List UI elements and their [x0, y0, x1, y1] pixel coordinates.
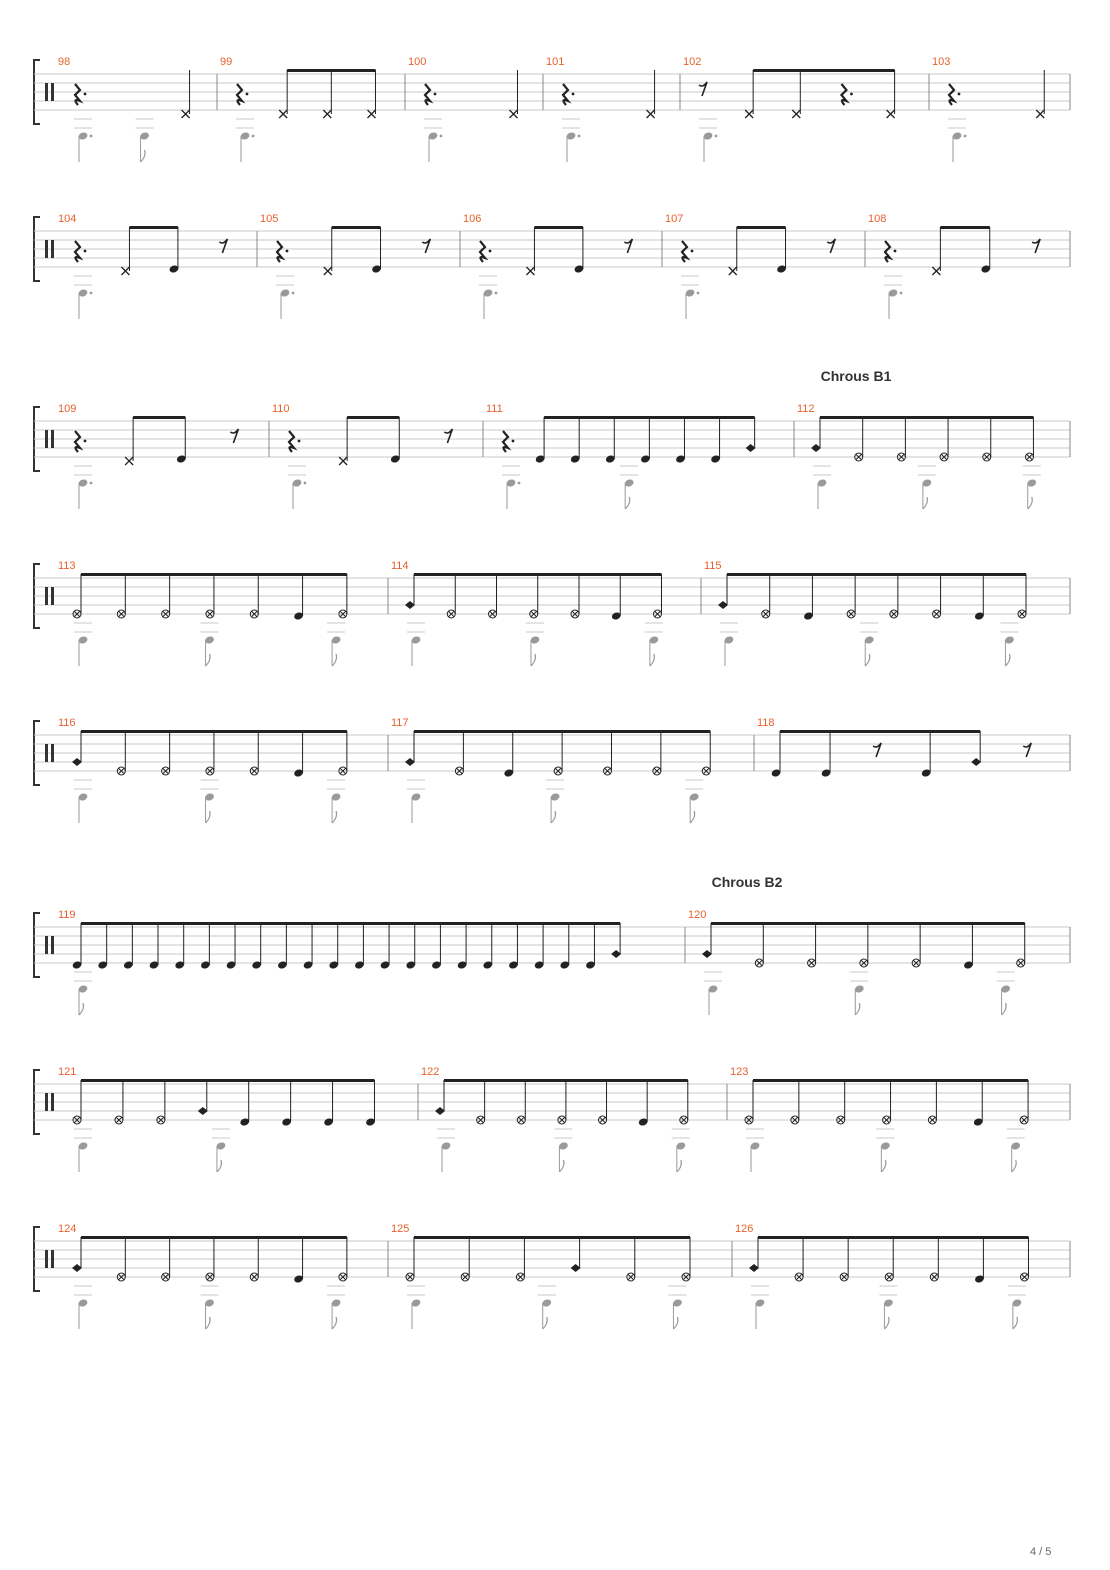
measure	[929, 56, 1070, 162]
measure-number: 109	[58, 403, 77, 415]
measure-number: 107	[665, 213, 684, 225]
measure	[662, 213, 835, 319]
beam	[534, 226, 582, 229]
percussion-clef-bar	[45, 83, 48, 101]
note-flag	[141, 150, 146, 162]
dot	[246, 93, 249, 96]
staff-system	[34, 1066, 1070, 1172]
dot	[292, 292, 295, 295]
quarter-rest	[277, 241, 282, 262]
beam	[81, 730, 347, 733]
quarter-rest	[75, 431, 80, 452]
percussion-clef-bar	[51, 1250, 54, 1268]
note-flag	[865, 654, 870, 666]
quarter-rest	[841, 84, 846, 105]
staff-system	[34, 213, 1070, 319]
percussion-clef-bar	[45, 1250, 48, 1268]
dot	[578, 135, 581, 138]
beam	[727, 573, 1026, 576]
measure-number: 99	[220, 56, 233, 68]
measure-number: 100	[408, 56, 427, 68]
beam	[544, 416, 755, 419]
note-flag	[206, 1317, 211, 1329]
hihat-note	[647, 110, 655, 118]
quarter-rest	[480, 241, 485, 262]
dot	[512, 440, 515, 443]
beam	[780, 730, 980, 733]
note-flag	[332, 654, 337, 666]
measure-number: 103	[932, 56, 951, 68]
dot	[252, 135, 255, 138]
hihat-note	[1036, 110, 1044, 118]
dot	[84, 250, 87, 253]
beam	[711, 922, 1025, 925]
measure-number: 108	[868, 213, 887, 225]
quarter-rest	[289, 431, 294, 452]
percussion-clef-bar	[51, 240, 54, 258]
eighth-rest	[444, 429, 452, 443]
hihat-note	[887, 110, 895, 118]
note-flag	[1002, 1003, 1007, 1015]
beam	[753, 1079, 1028, 1082]
dot	[489, 250, 492, 253]
measure	[732, 1223, 1070, 1329]
hihat-note	[932, 267, 940, 275]
staff-system	[34, 874, 1070, 1015]
measure-number: 106	[463, 213, 482, 225]
hihat-note	[121, 267, 129, 275]
note-flag	[332, 811, 337, 823]
beam	[287, 69, 375, 72]
percussion-clef-bar	[45, 936, 48, 954]
percussion-clef-bar	[51, 587, 54, 605]
quarter-rest	[949, 84, 954, 105]
beam	[753, 69, 894, 72]
note-flag	[884, 1317, 889, 1329]
beam	[820, 416, 1033, 419]
measure-number: 101	[546, 56, 565, 68]
measure	[388, 717, 710, 823]
note-flag	[625, 497, 630, 509]
eighth-rest	[1023, 743, 1031, 757]
measure-number: 110	[272, 403, 290, 415]
measure-number: 119	[58, 909, 76, 921]
hihat-note	[526, 267, 534, 275]
quarter-rest	[503, 431, 508, 452]
eighth-rest	[219, 239, 227, 253]
dot	[900, 292, 903, 295]
measure-number: 105	[260, 213, 279, 225]
note-flag	[677, 1160, 682, 1172]
percussion-clef-bar	[45, 430, 48, 448]
hihat-note	[339, 457, 347, 465]
quarter-rest	[682, 241, 687, 262]
measure	[405, 56, 517, 162]
quarter-rest	[563, 84, 568, 105]
measure-number: 102	[683, 56, 702, 68]
beam	[414, 1236, 690, 1239]
measure-number: 122	[421, 1066, 440, 1078]
hihat-note	[729, 267, 737, 275]
beam	[414, 730, 710, 733]
measure	[58, 403, 238, 509]
measure-number: 104	[58, 213, 77, 225]
hihat-note	[745, 110, 753, 118]
beam	[81, 1079, 374, 1082]
measure-number: 112	[797, 403, 815, 415]
eighth-rest	[699, 82, 707, 96]
hihat-note	[323, 110, 331, 118]
note-flag	[673, 1317, 678, 1329]
note-flag	[206, 654, 211, 666]
dot	[84, 440, 87, 443]
eighth-rest	[873, 743, 881, 757]
measure	[58, 909, 621, 1015]
note-flag	[559, 1160, 564, 1172]
hihat-note	[125, 457, 133, 465]
dot	[286, 250, 289, 253]
beam	[940, 226, 989, 229]
measure-number: 116	[58, 717, 76, 729]
eighth-rest	[422, 239, 430, 253]
beam	[347, 416, 399, 419]
measure	[58, 717, 347, 823]
measure-number: 98	[58, 56, 71, 68]
note-flag	[551, 811, 556, 823]
dot	[958, 93, 961, 96]
beam	[414, 573, 661, 576]
quarter-rest	[237, 84, 242, 105]
measure	[257, 213, 430, 319]
hihat-note	[509, 110, 517, 118]
note-flag	[79, 1003, 84, 1015]
percussion-clef-bar	[45, 587, 48, 605]
hihat-note	[279, 110, 287, 118]
eighth-rest	[624, 239, 632, 253]
measure	[58, 56, 190, 162]
measure-number: 118	[757, 717, 775, 729]
measure	[217, 56, 375, 162]
note-flag	[543, 1317, 548, 1329]
measure	[388, 560, 663, 666]
note-flag	[206, 811, 211, 823]
staff-system	[34, 717, 1070, 823]
measure-number: 120	[688, 909, 707, 921]
measure	[388, 1223, 690, 1329]
measure	[543, 56, 655, 162]
note-flag	[217, 1160, 222, 1172]
measure-number: 123	[730, 1066, 749, 1078]
eighth-rest	[230, 429, 238, 443]
dot	[90, 292, 93, 295]
quarter-rest	[75, 84, 80, 105]
percussion-clef-bar	[45, 1093, 48, 1111]
measure-number: 111	[486, 403, 503, 415]
hihat-note	[367, 110, 375, 118]
quarter-rest	[75, 241, 80, 262]
percussion-clef-bar	[45, 240, 48, 258]
percussion-clef-bar	[51, 744, 54, 762]
measure	[269, 403, 452, 509]
staff-system	[34, 56, 1070, 162]
dot	[894, 250, 897, 253]
measure	[460, 213, 632, 319]
note-flag	[1012, 1160, 1017, 1172]
dot	[697, 292, 700, 295]
beam	[81, 922, 620, 925]
section-label: Chrous B1	[820, 368, 892, 384]
dot	[434, 93, 437, 96]
dot	[495, 292, 498, 295]
beam	[129, 226, 177, 229]
dot	[850, 93, 853, 96]
percussion-clef-bar	[51, 1093, 54, 1111]
measure	[680, 56, 895, 162]
measure	[58, 1223, 347, 1329]
dot	[298, 440, 301, 443]
quarter-rest	[885, 241, 890, 262]
measure	[58, 560, 347, 666]
page-number: 4 / 5	[1030, 1546, 1052, 1558]
hihat-note	[792, 110, 800, 118]
measure	[685, 909, 1070, 1015]
dot	[691, 250, 694, 253]
beam	[133, 416, 185, 419]
dot	[440, 135, 443, 138]
dot	[90, 482, 93, 485]
beam	[81, 1236, 347, 1239]
note-flag	[650, 654, 655, 666]
measure-number: 114	[391, 560, 409, 572]
beam	[81, 573, 347, 576]
quarter-rest	[425, 84, 430, 105]
eighth-rest	[1032, 239, 1040, 253]
note-flag	[881, 1160, 886, 1172]
beam	[332, 226, 381, 229]
percussion-clef-bar	[51, 83, 54, 101]
measure	[727, 1066, 1070, 1172]
measure-number: 126	[735, 1223, 754, 1235]
measure	[58, 213, 227, 319]
measure-number: 117	[391, 717, 409, 729]
measure	[701, 560, 1070, 666]
measure-number: 115	[704, 560, 722, 572]
dot	[518, 482, 521, 485]
dot	[84, 93, 87, 96]
measure	[754, 717, 1070, 778]
hihat-note	[182, 110, 190, 118]
staff-system	[34, 1223, 1070, 1329]
staff-system	[34, 560, 1070, 666]
measure	[418, 1066, 690, 1172]
measure	[794, 403, 1070, 509]
beam	[758, 1236, 1028, 1239]
hihat-note	[324, 267, 332, 275]
dot	[90, 135, 93, 138]
note-flag	[690, 811, 695, 823]
measure-number: 121	[58, 1066, 77, 1078]
percussion-clef-bar	[45, 744, 48, 762]
note-flag	[855, 1003, 860, 1015]
note-flag	[1013, 1317, 1018, 1329]
eighth-rest	[827, 239, 835, 253]
section-label: Chrous B2	[711, 874, 783, 890]
measure-number: 125	[391, 1223, 410, 1235]
measure-number: 113	[58, 560, 76, 572]
note-flag	[332, 1317, 337, 1329]
percussion-clef-bar	[51, 430, 54, 448]
note-flag	[1028, 497, 1033, 509]
dot	[572, 93, 575, 96]
measure	[483, 403, 756, 509]
beam	[737, 226, 786, 229]
dot	[715, 135, 718, 138]
measure	[865, 213, 1070, 319]
measure	[58, 1066, 376, 1172]
measure-number: 124	[58, 1223, 77, 1235]
note-flag	[531, 654, 536, 666]
beam	[444, 1079, 688, 1082]
staff-system	[34, 368, 1070, 509]
dot	[304, 482, 307, 485]
note-flag	[923, 497, 928, 509]
note-flag	[1005, 654, 1010, 666]
percussion-clef-bar	[51, 936, 54, 954]
dot	[964, 135, 967, 138]
